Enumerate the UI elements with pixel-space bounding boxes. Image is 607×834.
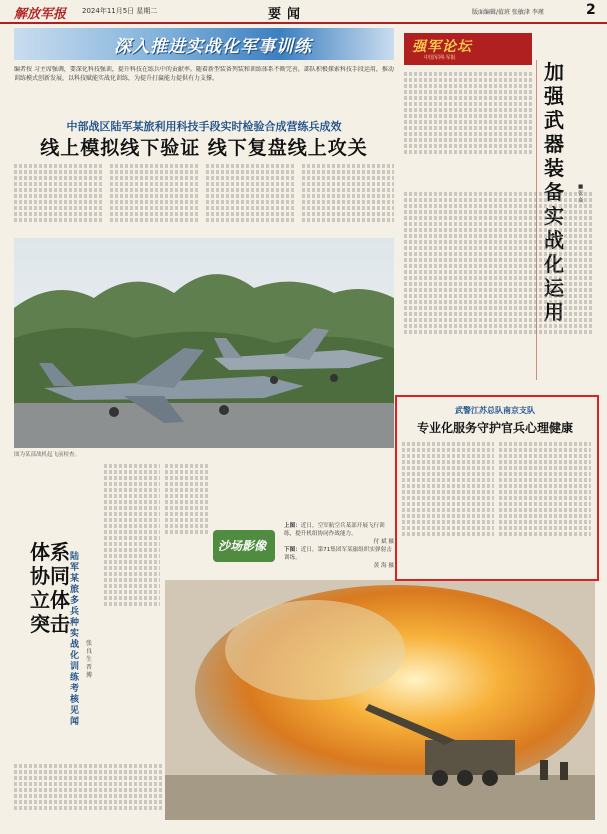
caption-top-label: 上图： xyxy=(284,523,301,529)
fighter-jets-photo xyxy=(14,238,394,448)
highlighted-article-kicker: 武警江苏总队南京支队 xyxy=(455,405,535,415)
main-article-headline: 线上模拟线下验证 线下复盘线上攻关 xyxy=(40,137,368,159)
editor-note: 编者按 习主席强调，要深化科技强训，提升科技在练兵中的贡献率。随着新型装备列装和训练体系不断完善，部队积极探索科技手段运用，推动训练模式创新发展，以科技赋能实战化训练，为提升打赢能力提供有力支撑。 xyxy=(14,66,394,82)
editors-line: 版面编辑/值班 张敏津 李瑾 xyxy=(472,9,544,16)
article-column-2 xyxy=(110,162,200,234)
forum-title: 加强武器装备实战化运用 xyxy=(544,60,564,324)
issue-date: 2024年11月5日 星期二 xyxy=(82,7,158,15)
feature-author: 张良生 晋博 xyxy=(86,640,93,679)
forum-banner-title: 强军论坛 xyxy=(412,39,472,55)
main-article-kicker: 中部战区陆军某旅利用科技手段实时检验合成营练兵成效 xyxy=(66,120,342,133)
section-title: 要闻 xyxy=(268,7,307,22)
article-column-4 xyxy=(302,162,394,234)
article-column-3 xyxy=(206,162,296,234)
section-badge-label: 沙场影像 xyxy=(218,539,267,553)
photo1-credit: 图为某部战机起飞前检查。 xyxy=(14,452,81,458)
forum-banner-subtitle: 中国军网·军报 xyxy=(424,55,456,61)
highlighted-article-headline: 专业化服务守护官兵心理健康 xyxy=(416,421,573,435)
photo-captions xyxy=(284,522,394,574)
caption-top: 近日，空军航空兵某部开展飞行训练，提升机组协同作战能力。 xyxy=(284,523,385,537)
caption-bottom-credit: 黄 海 摄 xyxy=(373,563,394,569)
caption-top-credit: 付 斌 摄 xyxy=(373,539,394,545)
topic-banner xyxy=(14,28,394,60)
fighter-jets-illustration xyxy=(14,238,394,448)
artillery-illustration xyxy=(165,580,595,820)
feature-subtitle: 陆军某旅多兵种实战化训练考核见闻 xyxy=(70,552,80,727)
masthead: 解放军报 xyxy=(14,7,67,22)
banner-title: 深入推进实战化军事训练 xyxy=(114,37,312,57)
forum-column-1 xyxy=(404,70,532,182)
highlighted-article-column-2 xyxy=(499,440,591,572)
caption-bottom-label: 下图： xyxy=(284,547,301,553)
feature-column-2 xyxy=(14,762,162,824)
artillery-photo xyxy=(165,580,595,820)
forum-author: ■ 张 焱 xyxy=(578,184,584,204)
page-number: 2 xyxy=(586,2,596,18)
highlighted-article-column-1 xyxy=(402,440,494,572)
forum-column-2 xyxy=(404,190,594,388)
caption-bottom: 近日，第71集团军某旅组织实弹射击训练。 xyxy=(284,547,392,561)
article-column-1 xyxy=(14,162,104,234)
page-header xyxy=(0,0,607,24)
feature-column-3 xyxy=(165,462,210,574)
feature-title: 体系协同 立体突击 xyxy=(30,540,70,636)
